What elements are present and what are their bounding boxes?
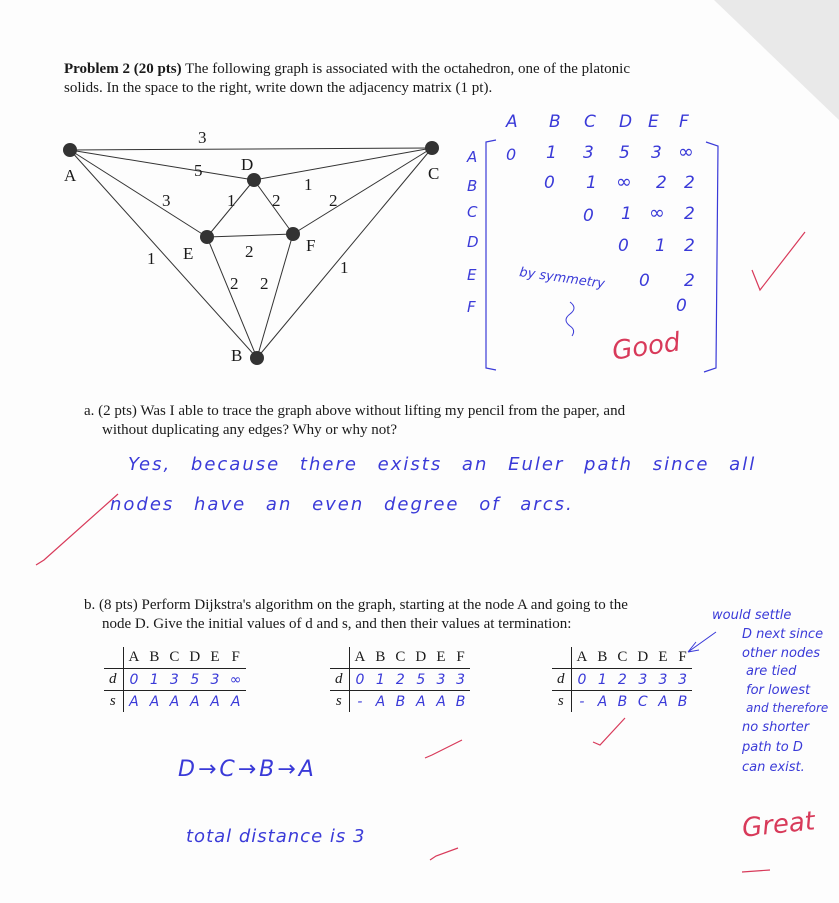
- table-cell: C: [637, 693, 648, 710]
- table-header: D: [410, 647, 431, 669]
- weight-df: 2: [272, 191, 281, 210]
- weight-ab: 1: [147, 249, 156, 268]
- part-b-text-line2: node D. Give the initial values of d and s, and then their values at termination:: [102, 616, 572, 632]
- part-a-question: [84, 402, 764, 440]
- matrix-cell: ∞: [678, 141, 694, 163]
- table-header: A: [123, 647, 144, 669]
- table-cell: 1: [592, 669, 612, 691]
- weight-ad: 5: [194, 161, 203, 180]
- table-header: C: [612, 647, 632, 669]
- table-header: E: [653, 647, 673, 669]
- part-b-grade: Great: [740, 806, 817, 844]
- weight-ae: 3: [162, 191, 171, 210]
- matrix-cell: 1: [621, 204, 632, 224]
- matrix-col-e: E: [648, 112, 659, 132]
- table-header: F: [225, 647, 247, 669]
- table-cell: A: [597, 693, 608, 710]
- table-cell: A: [658, 693, 668, 710]
- matrix-cell: ∞: [616, 171, 632, 193]
- table-header: E: [205, 647, 225, 669]
- table-cell: 3: [632, 669, 653, 691]
- node-label-a: A: [64, 166, 77, 185]
- matrix-cell: 5: [619, 143, 630, 163]
- node-b: [250, 351, 264, 365]
- part-b-text-line1: (8 pts) Perform Dijkstra's algorithm on the graph, starting at the node A and going to the: [99, 597, 628, 613]
- matrix-row-d: D: [467, 233, 479, 251]
- table-cell: 5: [410, 669, 431, 691]
- matrix-col-a: A: [506, 112, 518, 132]
- matrix-cell: 3: [651, 143, 662, 163]
- matrix-col-d: D: [619, 112, 633, 132]
- row-label-s: s: [330, 691, 349, 713]
- dijkstra-table-middle: [330, 647, 470, 712]
- matrix-cell: 2: [684, 204, 695, 224]
- side-note-line: D next since: [742, 627, 824, 642]
- node-label-f: F: [306, 236, 316, 255]
- table-header: D: [184, 647, 205, 669]
- weight-ef: 2: [245, 242, 254, 261]
- row-label-s: s: [104, 691, 123, 713]
- table-header: D: [632, 647, 653, 669]
- table-cell: A: [375, 693, 386, 710]
- table-cell: A: [230, 693, 241, 710]
- table-cell: 1: [370, 669, 390, 691]
- matrix-cell: 2: [656, 173, 667, 193]
- matrix-grade: Good: [610, 327, 683, 367]
- table-header: E: [431, 647, 451, 669]
- matrix-cell: 2: [684, 173, 695, 193]
- part-a-text-line2: without duplicating any edges? Why or why not?: [102, 422, 398, 438]
- table-cell: A: [436, 693, 446, 710]
- table-cell: A: [210, 693, 220, 710]
- table-cell: 3: [205, 669, 225, 691]
- matrix-cell: 1: [655, 236, 666, 256]
- matrix-row-c: C: [467, 203, 478, 221]
- matrix-col-c: C: [584, 112, 596, 132]
- matrix-cell: 0: [639, 271, 650, 291]
- matrix-cell: 0: [544, 173, 555, 193]
- table-cell: 5: [184, 669, 205, 691]
- matrix-row-e: E: [467, 266, 477, 284]
- table-cell: 1: [144, 669, 164, 691]
- weight-fc: 2: [329, 191, 338, 210]
- node-label-d: D: [241, 155, 254, 174]
- node-label-c: C: [428, 164, 440, 183]
- table-cell: 0: [349, 669, 370, 691]
- side-note-line: other nodes: [742, 646, 820, 661]
- weight-dc: 1: [304, 175, 313, 194]
- table-cell: 2: [612, 669, 632, 691]
- table-cell: A: [149, 693, 160, 710]
- matrix-cell: 2: [684, 271, 695, 291]
- table-cell: A: [190, 693, 200, 710]
- table-cell: ∞: [225, 669, 247, 691]
- side-note-line: would settle: [712, 608, 792, 623]
- row-label-d: d: [330, 669, 349, 691]
- side-note-line: can exist.: [742, 760, 805, 775]
- table-cell: 2: [390, 669, 410, 691]
- node-label-b: B: [231, 346, 243, 365]
- side-note-line: path to D: [742, 740, 803, 755]
- table-cell: 3: [431, 669, 451, 691]
- table-header: B: [144, 647, 164, 669]
- table-cell: 3: [164, 669, 184, 691]
- table-header: C: [390, 647, 410, 669]
- part-b-question: [84, 596, 754, 634]
- table-cell: B: [677, 693, 688, 710]
- problem-text-line1: The following graph is associated with the octahedron, one of the platonic: [185, 61, 630, 77]
- matrix-cell: 2: [684, 236, 695, 256]
- table-header: C: [164, 647, 184, 669]
- weight-de: 1: [227, 191, 236, 210]
- matrix-cell: ∞: [649, 202, 665, 224]
- side-note-line: and therefore: [746, 701, 829, 715]
- table-cell: B: [455, 693, 466, 710]
- table-cell: -: [357, 693, 363, 710]
- node-a: [63, 143, 77, 157]
- matrix-cell: 0: [506, 145, 517, 164]
- part-a-text-line1: (2 pts) Was I able to trace the graph above without lifting my pencil from the paper, and: [98, 403, 626, 419]
- dijkstra-table-final: [552, 647, 692, 712]
- table-cell: 0: [123, 669, 144, 691]
- node-e: [200, 230, 214, 244]
- table-cell: A: [169, 693, 180, 710]
- weight-ac: 3: [198, 128, 207, 147]
- problem-text-line2: solids. In the space to the right, write down the adjacency matrix (1 pt).: [64, 80, 493, 96]
- total-distance: total distance is 3: [186, 826, 366, 847]
- matrix-cell: 1: [586, 173, 597, 193]
- table-cell: A: [416, 693, 426, 710]
- node-c: [425, 141, 439, 155]
- side-note-line: no shorter: [742, 720, 810, 735]
- table-header: F: [673, 647, 693, 669]
- table-cell: 3: [653, 669, 673, 691]
- matrix-col-f: F: [679, 112, 689, 132]
- matrix-cell: 1: [546, 143, 557, 163]
- row-label-s: s: [552, 691, 571, 713]
- weight-fb: 2: [260, 274, 269, 293]
- table-header: A: [349, 647, 370, 669]
- table-header: A: [571, 647, 592, 669]
- table-cell: A: [129, 693, 139, 710]
- table-cell: 3: [673, 669, 693, 691]
- part-a-answer-line2: nodes have an even degree of arcs.: [110, 494, 574, 515]
- problem-title: Problem 2 (20 pts): [64, 61, 182, 77]
- node-d: [247, 173, 261, 187]
- matrix-row-b: B: [467, 177, 478, 195]
- table-header: B: [592, 647, 612, 669]
- table-header: F: [451, 647, 471, 669]
- part-b-label: b.: [84, 597, 96, 613]
- table-cell: B: [395, 693, 406, 710]
- matrix-cell: 0: [676, 296, 687, 316]
- matrix-row-f: F: [467, 298, 476, 316]
- matrix-row-a: A: [467, 148, 478, 166]
- table-header: B: [370, 647, 390, 669]
- weight-eb: 2: [230, 274, 239, 293]
- table-cell: 0: [571, 669, 592, 691]
- weight-cb: 1: [340, 258, 349, 277]
- node-label-e: E: [183, 244, 194, 263]
- table-cell: 3: [451, 669, 471, 691]
- dijkstra-table-initial: [104, 647, 246, 712]
- matrix-cell: 3: [583, 143, 594, 163]
- matrix-symmetry-note: by symmetry: [518, 265, 606, 292]
- matrix-cell: 0: [583, 206, 594, 226]
- side-note-line: are tied: [746, 664, 797, 679]
- node-f: [286, 227, 300, 241]
- part-a-answer-line1: Yes, because there exists an Euler path since all: [128, 454, 757, 475]
- table-cell: -: [579, 693, 585, 710]
- part-a-label: a.: [84, 403, 95, 419]
- side-note-line: for lowest: [746, 683, 811, 698]
- row-label-d: d: [104, 669, 123, 691]
- matrix-col-b: B: [549, 112, 561, 132]
- row-label-d: d: [552, 669, 571, 691]
- matrix-cell: 0: [618, 236, 629, 256]
- table-cell: B: [617, 693, 628, 710]
- shortest-path: D→C→B→A: [178, 757, 317, 782]
